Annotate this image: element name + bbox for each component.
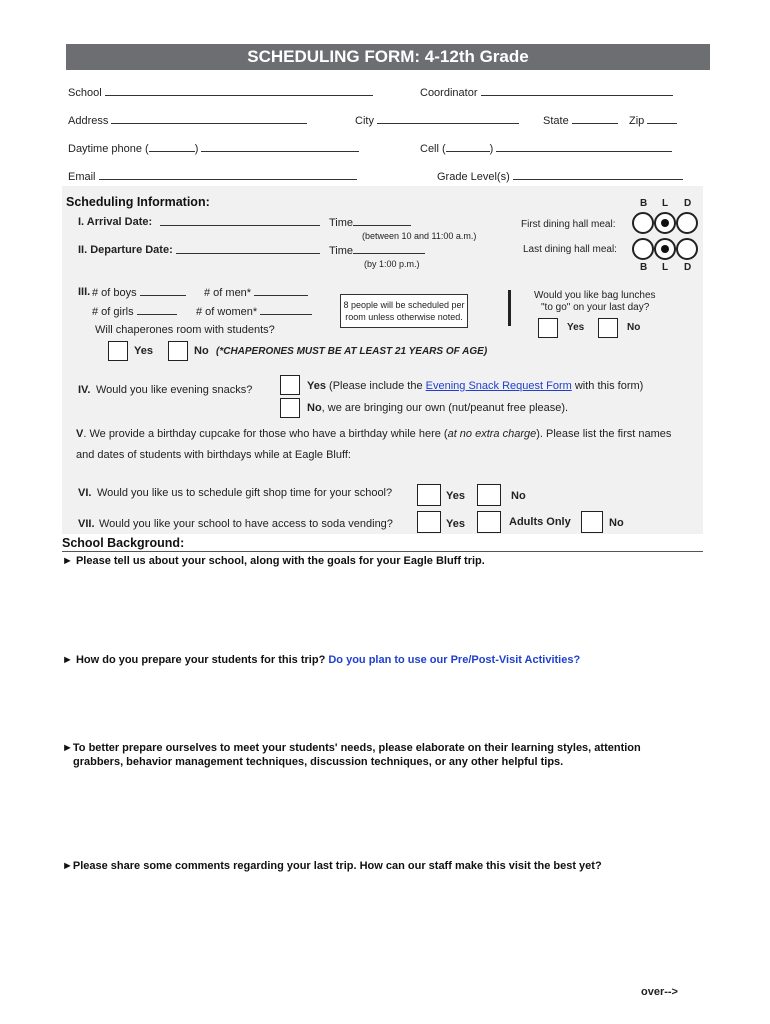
snacks-yes-post: with this form) (574, 380, 644, 392)
school-line[interactable] (105, 86, 373, 96)
girls-line[interactable] (137, 305, 177, 315)
arrival-label: I. Arrival Date: (78, 216, 153, 228)
coordinator-line[interactable] (481, 86, 673, 96)
zip-line[interactable] (647, 114, 677, 124)
departure-label: II. Departure Date: (78, 244, 173, 256)
city-field[interactable] (355, 114, 519, 127)
birthday-italic: at no extra charge (447, 428, 537, 440)
state-field[interactable] (543, 114, 618, 127)
section-7-number: VII. (78, 518, 95, 530)
section-6-number: VI. (78, 487, 92, 499)
cell-field[interactable] (420, 142, 672, 155)
bag-lunch-question-2: "to go" on your last day? (541, 302, 650, 313)
snacks-question: Would you like evening snacks? (96, 384, 253, 396)
form-title: SCHEDULING FORM: 4-12th Grade (247, 47, 529, 66)
girls-field[interactable] (92, 305, 177, 318)
birthday-text-1: . We provide a birthday cupcake for those who have a birthday while here ( (83, 428, 448, 440)
room-note-box: 8 people will be scheduled per room unless otherwise noted. (340, 294, 468, 328)
daytime-phone-line[interactable] (201, 142, 359, 152)
departure-time-field[interactable] (329, 244, 425, 257)
state-label: State (543, 115, 569, 127)
birthday-text-3: and dates of students with birthdays while at Eagle Bluff: (76, 449, 351, 461)
last-meal-l-radio[interactable] (654, 238, 676, 260)
city-line[interactable] (377, 114, 519, 124)
gift-shop-no-label: No (511, 490, 526, 502)
gift-shop-question: Would you like us to schedule gift shop time for your school? (97, 487, 393, 499)
men-field[interactable] (204, 286, 308, 299)
pre-post-visit-link[interactable]: Do you plan to use our Pre/Post-Visit Activities? (328, 654, 581, 666)
cell-paren: ) (489, 143, 494, 155)
last-meal-label: Last dining hall meal: (523, 244, 617, 255)
chaperones-age-note: (*CHAPERONES MUST BE AT LEAST 21 YEARS OF AGE) (216, 346, 488, 357)
last-meal-b-radio[interactable] (632, 238, 654, 260)
meal-letter-d-top: D (684, 198, 692, 209)
soda-no-label: No (609, 517, 624, 529)
departure-time-label: Time (329, 245, 354, 257)
divider-bar (508, 290, 511, 326)
last-meal-d-radio[interactable] (676, 238, 698, 260)
address-line[interactable] (111, 114, 307, 124)
bag-lunch-no-label: No (627, 322, 641, 333)
scheduling-heading: Scheduling Information: (66, 195, 210, 209)
chaperones-no-label: No (194, 345, 209, 357)
soda-adults-only-label: Adults Only (509, 516, 571, 528)
soda-no-checkbox[interactable] (581, 511, 603, 533)
first-meal-label: First dining hall meal: (521, 219, 616, 230)
background-question-4: ►Please share some comments regarding your last trip. How can our staff make this visit the best yet? (62, 860, 602, 872)
title-bar (66, 44, 710, 70)
birthday-text-2: ). Please list the first names (536, 428, 672, 440)
departure-date-line[interactable] (176, 244, 320, 257)
zip-label: Zip (629, 115, 645, 127)
arrival-time-field[interactable] (329, 216, 411, 229)
evening-snack-form-link[interactable]: Evening Snack Request Form (425, 380, 572, 392)
meal-letter-l-bottom: L (662, 262, 669, 273)
chaperones-yes-label: Yes (134, 345, 153, 357)
departure-note: (by 1:00 p.m.) (364, 259, 420, 269)
women-line[interactable] (260, 305, 312, 315)
section-5-number: V (76, 428, 84, 440)
soda-adults-only-checkbox[interactable] (477, 511, 501, 533)
snacks-yes-text (307, 380, 643, 392)
snacks-no-detail: , we are bringing our own (nut/peanut free please). (321, 402, 569, 414)
cell-line[interactable] (496, 142, 672, 152)
coordinator-label: Coordinator (420, 87, 478, 99)
soda-question: Would you like your school to have access to soda vending? (99, 518, 393, 530)
section-4-number: IV. (78, 384, 91, 396)
gift-shop-yes-checkbox[interactable] (417, 484, 441, 506)
background-question-3-line-1: ►To better prepare ourselves to meet your students' needs, please elaborate on their learning styles, attention (62, 742, 641, 754)
snacks-yes-label: Yes (307, 380, 326, 392)
grade-levels-line[interactable] (513, 170, 683, 180)
snacks-no-label: No (307, 402, 322, 414)
meal-letter-b-top: B (640, 198, 648, 209)
boys-label: # of boys (92, 287, 137, 299)
departure-time-line[interactable] (353, 244, 425, 254)
selected-dot-icon (661, 245, 669, 253)
soda-yes-label: Yes (446, 518, 465, 530)
meal-letter-b-bottom: B (640, 262, 648, 273)
daytime-phone-label: Daytime phone ( (68, 143, 149, 155)
bag-lunch-question-1: Would you like bag lunches (534, 290, 656, 301)
gift-shop-yes-label: Yes (446, 490, 465, 502)
address-label: Address (68, 115, 109, 127)
chaperones-yes-checkbox[interactable] (108, 341, 128, 361)
bag-lunch-yes-label: Yes (567, 322, 585, 333)
soda-yes-checkbox[interactable] (417, 511, 441, 533)
women-label: # of women* (196, 306, 258, 318)
chaperones-question: Will chaperones room with students? (95, 324, 275, 336)
daytime-phone-paren: ) (194, 143, 199, 155)
city-label: City (355, 115, 374, 127)
grade-levels-field[interactable] (437, 170, 683, 183)
snacks-yes-pre: (Please include the (329, 380, 423, 392)
arrival-note: (between 10 and 11:00 a.m.) (362, 231, 477, 241)
section-3-number: III. (78, 286, 91, 298)
boys-line[interactable] (140, 286, 186, 296)
cell-label: Cell ( (420, 143, 446, 155)
state-line[interactable] (572, 114, 618, 124)
daytime-area-line[interactable] (149, 142, 195, 152)
bag-lunch-no-checkbox[interactable] (598, 318, 618, 338)
snacks-yes-checkbox[interactable] (280, 375, 300, 395)
email-line[interactable] (99, 170, 357, 180)
first-meal-l-radio[interactable] (654, 212, 676, 234)
men-line[interactable] (254, 286, 308, 296)
address-field[interactable] (68, 114, 307, 127)
women-field[interactable] (196, 305, 312, 318)
arrival-time-line[interactable] (353, 216, 411, 226)
meal-letter-d-bottom: D (684, 262, 692, 273)
background-question-2 (62, 654, 580, 666)
birthday-text (76, 428, 671, 440)
email-label: Email (68, 171, 96, 183)
boys-field[interactable] (92, 286, 186, 299)
cell-area-line[interactable] (446, 142, 490, 152)
first-meal-b-radio[interactable] (632, 212, 654, 234)
background-question-1: ► Please tell us about your school, along with the goals for your Eagle Bluff trip. (62, 555, 485, 567)
background-question-3-line-2: grabbers, behavior management techniques, discussion techniques, or any other helpful tips. (73, 756, 564, 768)
school-field[interactable] (68, 86, 373, 99)
email-field[interactable] (68, 170, 357, 183)
over-indicator: over--> (641, 986, 678, 998)
background-rule (62, 551, 703, 552)
arrival-time-label: Time (329, 217, 354, 229)
girls-label: # of girls (92, 306, 134, 318)
school-label: School (68, 87, 102, 99)
grade-levels-label: Grade Level(s) (437, 171, 510, 183)
arrival-date-line[interactable] (160, 216, 320, 229)
men-label: # of men* (204, 287, 252, 299)
coordinator-field[interactable] (420, 86, 673, 99)
meal-letter-l-top: L (662, 198, 669, 209)
background-question-2-text: ► How do you prepare your students for this trip? (62, 654, 326, 666)
first-meal-d-radio[interactable] (676, 212, 698, 234)
daytime-phone-field[interactable] (68, 142, 359, 155)
snacks-no-text (307, 402, 568, 414)
bag-lunch-yes-checkbox[interactable] (538, 318, 558, 338)
selected-dot-icon (661, 219, 669, 227)
zip-field[interactable] (629, 114, 677, 127)
snacks-no-checkbox[interactable] (280, 398, 300, 418)
gift-shop-no-checkbox[interactable] (477, 484, 501, 506)
school-background-heading: School Background: (62, 536, 185, 550)
chaperones-no-checkbox[interactable] (168, 341, 188, 361)
